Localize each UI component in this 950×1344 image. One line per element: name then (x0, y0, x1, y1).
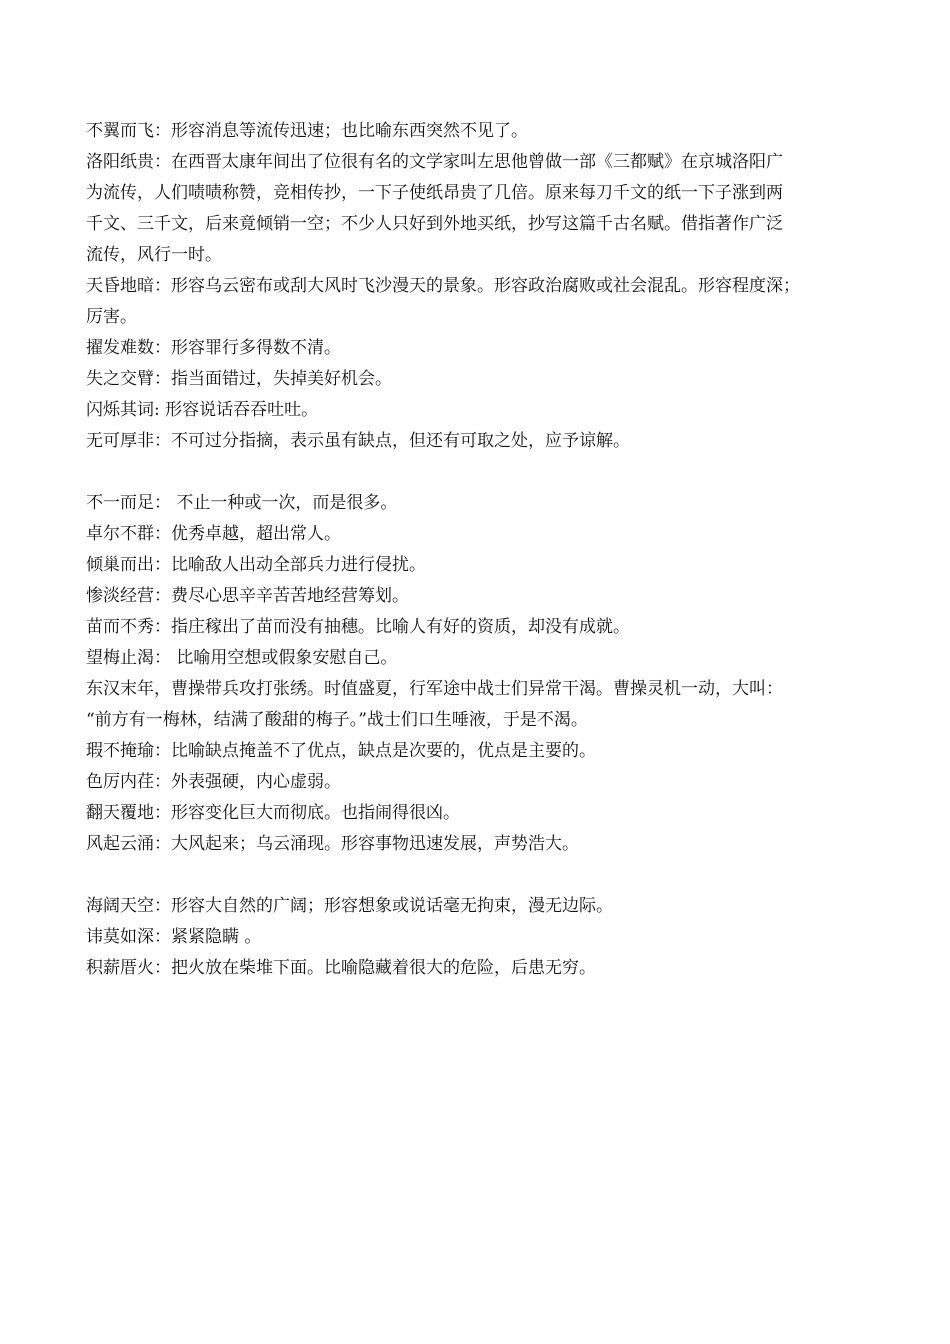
text-line: 卓尔不群：优秀卓越，超出常人。 (86, 524, 341, 544)
text-line: 擢发难数：形容罪行多得数不清。 (86, 338, 341, 358)
text-line: 风起云涌：大风起来；乌云涌现。形容事物迅速发展，声势浩大。 (86, 834, 579, 854)
text-line: 望梅止渴： 比喻用空想或假象安慰自己。 (86, 648, 398, 668)
text-line: 千文、三千文，后来竟倾销一空；不少人只好到外地买纸，抄写这篇千古名赋。借指著作广泛 (86, 214, 783, 234)
text-line: 苗而不秀：指庄稼出了苗而没有抽穗。比喻人有好的资质，却没有成就。 (86, 617, 630, 637)
text-line: 不翼而飞：形容消息等流传迅速；也比喻东西突然不见了。 (86, 121, 528, 141)
blank-line (86, 457, 866, 488)
text-line: 失之交臂：指当面错过，失掉美好机会。 (86, 369, 392, 389)
text-line: 翻天覆地：形容变化巨大而彻底。也指闹得很凶。 (86, 803, 460, 823)
text-line: 为流传，人们啧啧称赞，竞相传抄，一下子使纸昂贵了几倍。原来每刀千文的纸一下子涨到两 (86, 183, 783, 203)
text-line: 海阔天空：形容大自然的广阔；形容想象或说话毫无拘束，漫无边际。 (86, 896, 613, 916)
text-line: 讳莫如深：紧紧隐瞒 。 (86, 927, 262, 947)
text-line: 天昏地暗：形容乌云密布或刮大风时飞沙漫天的景象。形容政治腐败或社会混乱。形容程度深； (86, 276, 800, 296)
text-line: 瑕不掩瑜：比喻缺点掩盖不了优点，缺点是次要的，优点是主要的。 (86, 741, 596, 761)
idiom-text-body (86, 116, 866, 984)
text-line: 流传，风行一时。 (86, 245, 222, 265)
text-line: 东汉末年，曹操带兵攻打张绣。时值盛夏，行军途中战士们异常干渴。曹操灵机一动，大叫： (86, 679, 783, 699)
text-line: 洛阳纸贵：在西晋太康年间出了位很有名的文学家叫左思他曾做一部《三都赋》在京城洛阳广 (86, 152, 783, 172)
text-line: 积薪厝火：把火放在柴堆下面。比喻隐藏着很大的危险，后患无穷。 (86, 958, 596, 978)
blank-line (86, 860, 866, 891)
text-line: 倾巢而出：比喻敌人出动全部兵力进行侵扰。 (86, 555, 426, 575)
text-line: 厉害。 (86, 307, 137, 327)
text-line: 闪烁其词: 形容说话吞吞吐吐。 (86, 400, 319, 420)
text-line: 不一而足： 不止一种或一次，而是很多。 (86, 493, 398, 513)
text-line: 色厉内荏：外表强硬，内心虚弱。 (86, 772, 341, 792)
text-line: 无可厚非：不可过分指摘，表示虽有缺点，但还有可取之处，应予谅解。 (86, 431, 630, 451)
text-line: 惨淡经营：费尽心思辛辛苦苦地经营筹划。 (86, 586, 409, 606)
text-line: “前方有一梅林，结满了酸甜的梅子。”战士们口生唾液，于是不渴。 (86, 710, 588, 730)
